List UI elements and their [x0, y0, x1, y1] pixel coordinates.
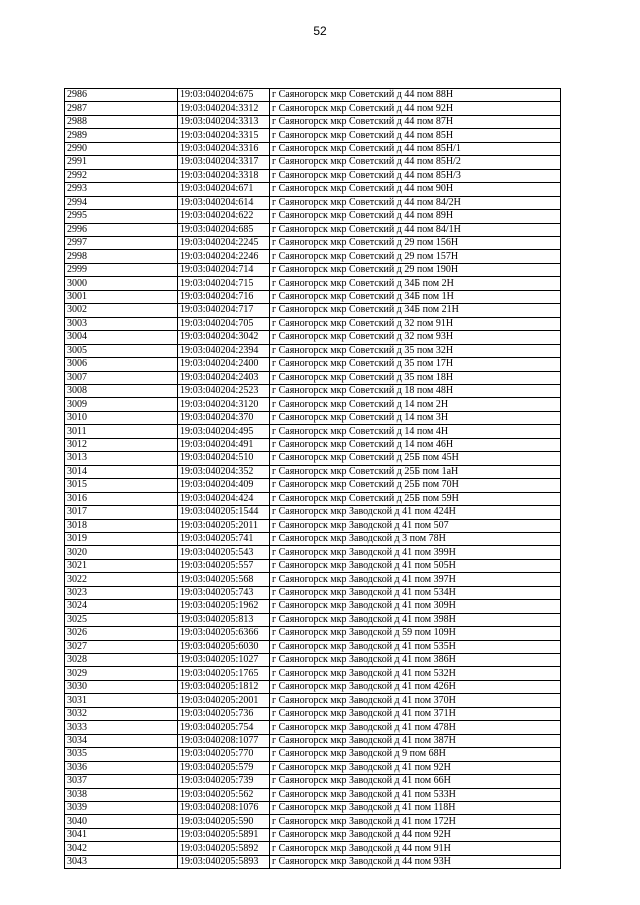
table-row: [65, 142, 561, 155]
row-number-cell: 3038: [65, 788, 178, 801]
table-row: [65, 707, 561, 720]
row-number-cell: 2989: [65, 129, 178, 142]
table-row: [65, 196, 561, 209]
cadastral-number-cell: 19:03:040205:813: [178, 613, 270, 626]
table-row: [65, 586, 561, 599]
cadastral-number-cell: 19:03:040204:409: [178, 479, 270, 492]
address-cell: г Саяногорск мкр Советский д 44 пом 92Н: [270, 102, 561, 115]
table-row: [65, 384, 561, 397]
address-cell: г Саяногорск мкр Заводской д 41 пом 534Н: [270, 586, 561, 599]
table-row: [65, 183, 561, 196]
table-row: [65, 479, 561, 492]
cadastral-number-cell: 19:03:040204:370: [178, 411, 270, 424]
row-number-cell: 3043: [65, 855, 178, 868]
cadastral-number-cell: 19:03:040204:715: [178, 277, 270, 290]
cadastral-number-cell: 19:03:040205:6030: [178, 640, 270, 653]
row-number-cell: 2997: [65, 236, 178, 249]
address-cell: г Саяногорск мкр Заводской д 41 пом 532Н: [270, 667, 561, 680]
row-number-cell: 2992: [65, 169, 178, 182]
cadastral-number-cell: 19:03:040205:2001: [178, 694, 270, 707]
address-cell: г Саяногорск мкр Заводской д 41 пом 397Н: [270, 573, 561, 586]
table-row: [65, 250, 561, 263]
table-row: [65, 115, 561, 128]
cadastral-number-cell: 19:03:040208:1077: [178, 734, 270, 747]
table-row: [65, 438, 561, 451]
address-cell: г Саяногорск мкр Заводской д 41 пом 533Н: [270, 788, 561, 801]
address-cell: г Саяногорск мкр Советский д 34Б пом 21Н: [270, 304, 561, 317]
row-number-cell: 3002: [65, 304, 178, 317]
row-number-cell: 3024: [65, 600, 178, 613]
row-number-cell: 3028: [65, 654, 178, 667]
cadastral-number-cell: 19:03:040205:743: [178, 586, 270, 599]
table-row: [65, 492, 561, 505]
row-number-cell: 3016: [65, 492, 178, 505]
table-row: [65, 358, 561, 371]
row-number-cell: 3029: [65, 667, 178, 680]
cadastral-number-cell: 19:03:040204:3317: [178, 156, 270, 169]
row-number-cell: 3011: [65, 425, 178, 438]
row-number-cell: 2998: [65, 250, 178, 263]
address-cell: г Саяногорск мкр Советский д 18 пом 48Н: [270, 384, 561, 397]
table-row: [65, 802, 561, 815]
table-row: [65, 331, 561, 344]
table-row: [65, 667, 561, 680]
row-number-cell: 3009: [65, 398, 178, 411]
row-number-cell: 3007: [65, 371, 178, 384]
address-cell: г Саяногорск мкр Советский д 35 пом 17Н: [270, 358, 561, 371]
cadastral-number-cell: 19:03:040205:754: [178, 721, 270, 734]
table-row: [65, 815, 561, 828]
address-cell: г Саяногорск мкр Советский д 44 пом 87Н: [270, 115, 561, 128]
table-row: [65, 371, 561, 384]
cadastral-number-cell: 19:03:040204:2523: [178, 384, 270, 397]
table-row: [65, 398, 561, 411]
row-number-cell: 3018: [65, 519, 178, 532]
address-cell: г Саяногорск мкр Заводской д 3 пом 78Н: [270, 532, 561, 545]
cadastral-number-cell: 19:03:040204:685: [178, 223, 270, 236]
table-row: [65, 721, 561, 734]
address-cell: г Саяногорск мкр Советский д 14 пом 2Н: [270, 398, 561, 411]
table-row: [65, 694, 561, 707]
address-cell: г Саяногорск мкр Заводской д 41 пом 309Н: [270, 600, 561, 613]
row-number-cell: 3006: [65, 358, 178, 371]
cadastral-number-cell: 19:03:040205:1027: [178, 654, 270, 667]
cadastral-number-cell: 19:03:040205:1765: [178, 667, 270, 680]
cadastral-number-cell: 19:03:040204:3313: [178, 115, 270, 128]
row-number-cell: 2993: [65, 183, 178, 196]
table-row: [65, 546, 561, 559]
address-cell: г Саяногорск мкр Заводской д 44 пом 93Н: [270, 855, 561, 868]
cadastral-number-cell: 19:03:040205:770: [178, 748, 270, 761]
address-cell: г Саяногорск мкр Заводской д 41 пом 478Н: [270, 721, 561, 734]
address-cell: г Саяногорск мкр Советский д 14 пом 46Н: [270, 438, 561, 451]
cadastral-number-cell: 19:03:040204:2246: [178, 250, 270, 263]
address-cell: г Саяногорск мкр Заводской д 41 пом 424Н: [270, 506, 561, 519]
address-cell: г Саяногорск мкр Советский д 25Б пом 59Н: [270, 492, 561, 505]
table-row: [65, 640, 561, 653]
table-row: [65, 613, 561, 626]
address-cell: г Саяногорск мкр Заводской д 41 пом 92Н: [270, 761, 561, 774]
table-row: [65, 129, 561, 142]
row-number-cell: 3037: [65, 775, 178, 788]
row-number-cell: 3040: [65, 815, 178, 828]
address-cell: г Саяногорск мкр Советский д 14 пом 3Н: [270, 411, 561, 424]
address-cell: г Саяногорск мкр Заводской д 41 пом 386Н: [270, 654, 561, 667]
table-row: [65, 654, 561, 667]
row-number-cell: 3008: [65, 384, 178, 397]
address-cell: г Саяногорск мкр Заводской д 41 пом 172Н: [270, 815, 561, 828]
address-cell: г Саяногорск мкр Советский д 44 пом 84/1Н: [270, 223, 561, 236]
table-row: [65, 277, 561, 290]
address-cell: г Саяногорск мкр Советский д 44 пом 89Н: [270, 210, 561, 223]
row-number-cell: 3034: [65, 734, 178, 747]
cadastral-number-cell: 19:03:040204:491: [178, 438, 270, 451]
cadastral-number-cell: 19:03:040204:2403: [178, 371, 270, 384]
cadastral-number-cell: 19:03:040204:714: [178, 263, 270, 276]
table-row: [65, 290, 561, 303]
address-cell: г Саяногорск мкр Заводской д 41 пом 370Н: [270, 694, 561, 707]
address-cell: г Саяногорск мкр Советский д 25Б пом 70Н: [270, 479, 561, 492]
table-row: [65, 102, 561, 115]
address-cell: г Саяногорск мкр Советский д 29 пом 157Н: [270, 250, 561, 263]
address-cell: г Саяногорск мкр Советский д 35 пом 18Н: [270, 371, 561, 384]
address-cell: г Саяногорск мкр Заводской д 41 пом 535Н: [270, 640, 561, 653]
address-cell: г Саяногорск мкр Советский д 32 пом 93Н: [270, 331, 561, 344]
cadastral-number-cell: 19:03:040205:579: [178, 761, 270, 774]
row-number-cell: 3019: [65, 532, 178, 545]
row-number-cell: 3036: [65, 761, 178, 774]
row-number-cell: 3013: [65, 452, 178, 465]
cadastral-number-cell: 19:03:040205:568: [178, 573, 270, 586]
table-row: [65, 519, 561, 532]
table-row: [65, 680, 561, 693]
row-number-cell: 2999: [65, 263, 178, 276]
address-cell: г Саяногорск мкр Советский д 29 пом 156Н: [270, 236, 561, 249]
cadastral-number-cell: 19:03:040204:614: [178, 196, 270, 209]
cadastral-number-cell: 19:03:040204:3120: [178, 398, 270, 411]
cadastral-number-cell: 19:03:040205:736: [178, 707, 270, 720]
address-cell: г Саяногорск мкр Заводской д 44 пом 92Н: [270, 828, 561, 841]
row-number-cell: 3017: [65, 506, 178, 519]
row-number-cell: 3015: [65, 479, 178, 492]
cadastral-number-cell: 19:03:040205:741: [178, 532, 270, 545]
table-row: [65, 169, 561, 182]
cadastral-number-cell: 19:03:040204:495: [178, 425, 270, 438]
row-number-cell: 2987: [65, 102, 178, 115]
table-row: [65, 89, 561, 102]
address-cell: г Саяногорск мкр Заводской д 41 пом 426Н: [270, 680, 561, 693]
cadastral-number-cell: 19:03:040204:717: [178, 304, 270, 317]
table-row: [65, 210, 561, 223]
address-cell: г Саяногорск мкр Советский д 34Б пом 2Н: [270, 277, 561, 290]
property-registry-table: [64, 88, 561, 869]
cadastral-number-cell: 19:03:040204:3042: [178, 331, 270, 344]
address-cell: г Саяногорск мкр Советский д 44 пом 85Н/1: [270, 142, 561, 155]
address-cell: г Саяногорск мкр Советский д 29 пом 190Н: [270, 263, 561, 276]
cadastral-number-cell: 19:03:040204:352: [178, 465, 270, 478]
cadastral-number-cell: 19:03:040204:671: [178, 183, 270, 196]
cadastral-number-cell: 19:03:040205:590: [178, 815, 270, 828]
cadastral-number-cell: 19:03:040205:562: [178, 788, 270, 801]
row-number-cell: 3004: [65, 331, 178, 344]
address-cell: г Саяногорск мкр Советский д 44 пом 88Н: [270, 89, 561, 102]
address-cell: г Саяногорск мкр Заводской д 59 пом 109Н: [270, 627, 561, 640]
row-number-cell: 3027: [65, 640, 178, 653]
row-number-cell: 3020: [65, 546, 178, 559]
table-row: [65, 828, 561, 841]
row-number-cell: 2991: [65, 156, 178, 169]
table-row: [65, 452, 561, 465]
address-cell: г Саяногорск мкр Заводской д 44 пом 91Н: [270, 842, 561, 855]
table-row: [65, 573, 561, 586]
cadastral-number-cell: 19:03:040204:3316: [178, 142, 270, 155]
cadastral-number-cell: 19:03:040205:6366: [178, 627, 270, 640]
cadastral-number-cell: 19:03:040205:5891: [178, 828, 270, 841]
row-number-cell: 3000: [65, 277, 178, 290]
table-row: [65, 425, 561, 438]
table-row: [65, 236, 561, 249]
address-cell: г Саяногорск мкр Заводской д 41 пом 371Н: [270, 707, 561, 720]
table-row: [65, 156, 561, 169]
row-number-cell: 3025: [65, 613, 178, 626]
row-number-cell: 2986: [65, 89, 178, 102]
cadastral-number-cell: 19:03:040204:2400: [178, 358, 270, 371]
address-cell: г Саяногорск мкр Советский д 32 пом 91Н: [270, 317, 561, 330]
address-cell: г Саяногорск мкр Заводской д 41 пом 118Н: [270, 802, 561, 815]
cadastral-number-cell: 19:03:040205:1962: [178, 600, 270, 613]
row-number-cell: 3003: [65, 317, 178, 330]
row-number-cell: 3001: [65, 290, 178, 303]
table-row: [65, 317, 561, 330]
address-cell: г Саяногорск мкр Советский д 34Б пом 1Н: [270, 290, 561, 303]
row-number-cell: 2995: [65, 210, 178, 223]
table-row: [65, 559, 561, 572]
table-row: [65, 855, 561, 868]
cadastral-number-cell: 19:03:040205:5892: [178, 842, 270, 855]
table-row: [65, 263, 561, 276]
cadastral-number-cell: 19:03:040205:739: [178, 775, 270, 788]
cadastral-number-cell: 19:03:040204:3312: [178, 102, 270, 115]
cadastral-number-cell: 19:03:040205:5893: [178, 855, 270, 868]
cadastral-number-cell: 19:03:040204:424: [178, 492, 270, 505]
cadastral-number-cell: 19:03:040205:543: [178, 546, 270, 559]
row-number-cell: 3012: [65, 438, 178, 451]
table-row: [65, 748, 561, 761]
cadastral-number-cell: 19:03:040204:716: [178, 290, 270, 303]
row-number-cell: 3035: [65, 748, 178, 761]
row-number-cell: 3026: [65, 627, 178, 640]
row-number-cell: 2996: [65, 223, 178, 236]
cadastral-number-cell: 19:03:040205:1812: [178, 680, 270, 693]
cadastral-number-cell: 19:03:040204:2245: [178, 236, 270, 249]
row-number-cell: 2990: [65, 142, 178, 155]
row-number-cell: 3005: [65, 344, 178, 357]
address-cell: г Саяногорск мкр Советский д 44 пом 85Н/3: [270, 169, 561, 182]
table-row: [65, 788, 561, 801]
row-number-cell: 3033: [65, 721, 178, 734]
table-body: [65, 89, 561, 869]
cadastral-number-cell: 19:03:040204:3315: [178, 129, 270, 142]
cadastral-number-cell: 19:03:040204:2394: [178, 344, 270, 357]
row-number-cell: 3039: [65, 802, 178, 815]
address-cell: г Саяногорск мкр Заводской д 41 пом 66Н: [270, 775, 561, 788]
cadastral-number-cell: 19:03:040208:1076: [178, 802, 270, 815]
cadastral-number-cell: 19:03:040205:1544: [178, 506, 270, 519]
address-cell: г Саяногорск мкр Советский д 44 пом 85Н/2: [270, 156, 561, 169]
row-number-cell: 3032: [65, 707, 178, 720]
address-cell: г Саяногорск мкр Советский д 25Б пом 45Н: [270, 452, 561, 465]
table-row: [65, 344, 561, 357]
table-row: [65, 842, 561, 855]
row-number-cell: 3030: [65, 680, 178, 693]
row-number-cell: 3042: [65, 842, 178, 855]
cadastral-number-cell: 19:03:040205:2011: [178, 519, 270, 532]
address-cell: г Саяногорск мкр Заводской д 41 пом 505Н: [270, 559, 561, 572]
address-cell: г Саяногорск мкр Заводской д 41 пом 399Н: [270, 546, 561, 559]
table-row: [65, 600, 561, 613]
address-cell: г Саяногорск мкр Советский д 25Б пом 1аН: [270, 465, 561, 478]
table-row: [65, 411, 561, 424]
table-row: [65, 627, 561, 640]
row-number-cell: 3041: [65, 828, 178, 841]
address-cell: г Саяногорск мкр Заводской д 41 пом 507: [270, 519, 561, 532]
row-number-cell: 3031: [65, 694, 178, 707]
address-cell: г Саяногорск мкр Советский д 44 пом 90Н: [270, 183, 561, 196]
page-number: 52: [313, 24, 327, 38]
table-row: [65, 761, 561, 774]
row-number-cell: 3021: [65, 559, 178, 572]
table-row: [65, 532, 561, 545]
cadastral-number-cell: 19:03:040204:705: [178, 317, 270, 330]
table-row: [65, 734, 561, 747]
table-row: [65, 304, 561, 317]
address-cell: г Саяногорск мкр Заводской д 41 пом 398Н: [270, 613, 561, 626]
table-row: [65, 465, 561, 478]
cadastral-number-cell: 19:03:040204:3318: [178, 169, 270, 182]
table-row: [65, 506, 561, 519]
row-number-cell: 2988: [65, 115, 178, 128]
cadastral-number-cell: 19:03:040204:675: [178, 89, 270, 102]
cadastral-number-cell: 19:03:040204:510: [178, 452, 270, 465]
address-cell: г Саяногорск мкр Советский д 44 пом 85Н: [270, 129, 561, 142]
address-cell: г Саяногорск мкр Советский д 44 пом 84/2Н: [270, 196, 561, 209]
row-number-cell: 3022: [65, 573, 178, 586]
row-number-cell: 3014: [65, 465, 178, 478]
table-row: [65, 223, 561, 236]
address-cell: г Саяногорск мкр Заводской д 9 пом 68Н: [270, 748, 561, 761]
row-number-cell: 3023: [65, 586, 178, 599]
row-number-cell: 2994: [65, 196, 178, 209]
cadastral-number-cell: 19:03:040204:622: [178, 210, 270, 223]
cadastral-number-cell: 19:03:040205:557: [178, 559, 270, 572]
address-cell: г Саяногорск мкр Советский д 35 пом 32Н: [270, 344, 561, 357]
row-number-cell: 3010: [65, 411, 178, 424]
table-row: [65, 775, 561, 788]
address-cell: г Саяногорск мкр Советский д 14 пом 4Н: [270, 425, 561, 438]
address-cell: г Саяногорск мкр Заводской д 41 пом 387Н: [270, 734, 561, 747]
